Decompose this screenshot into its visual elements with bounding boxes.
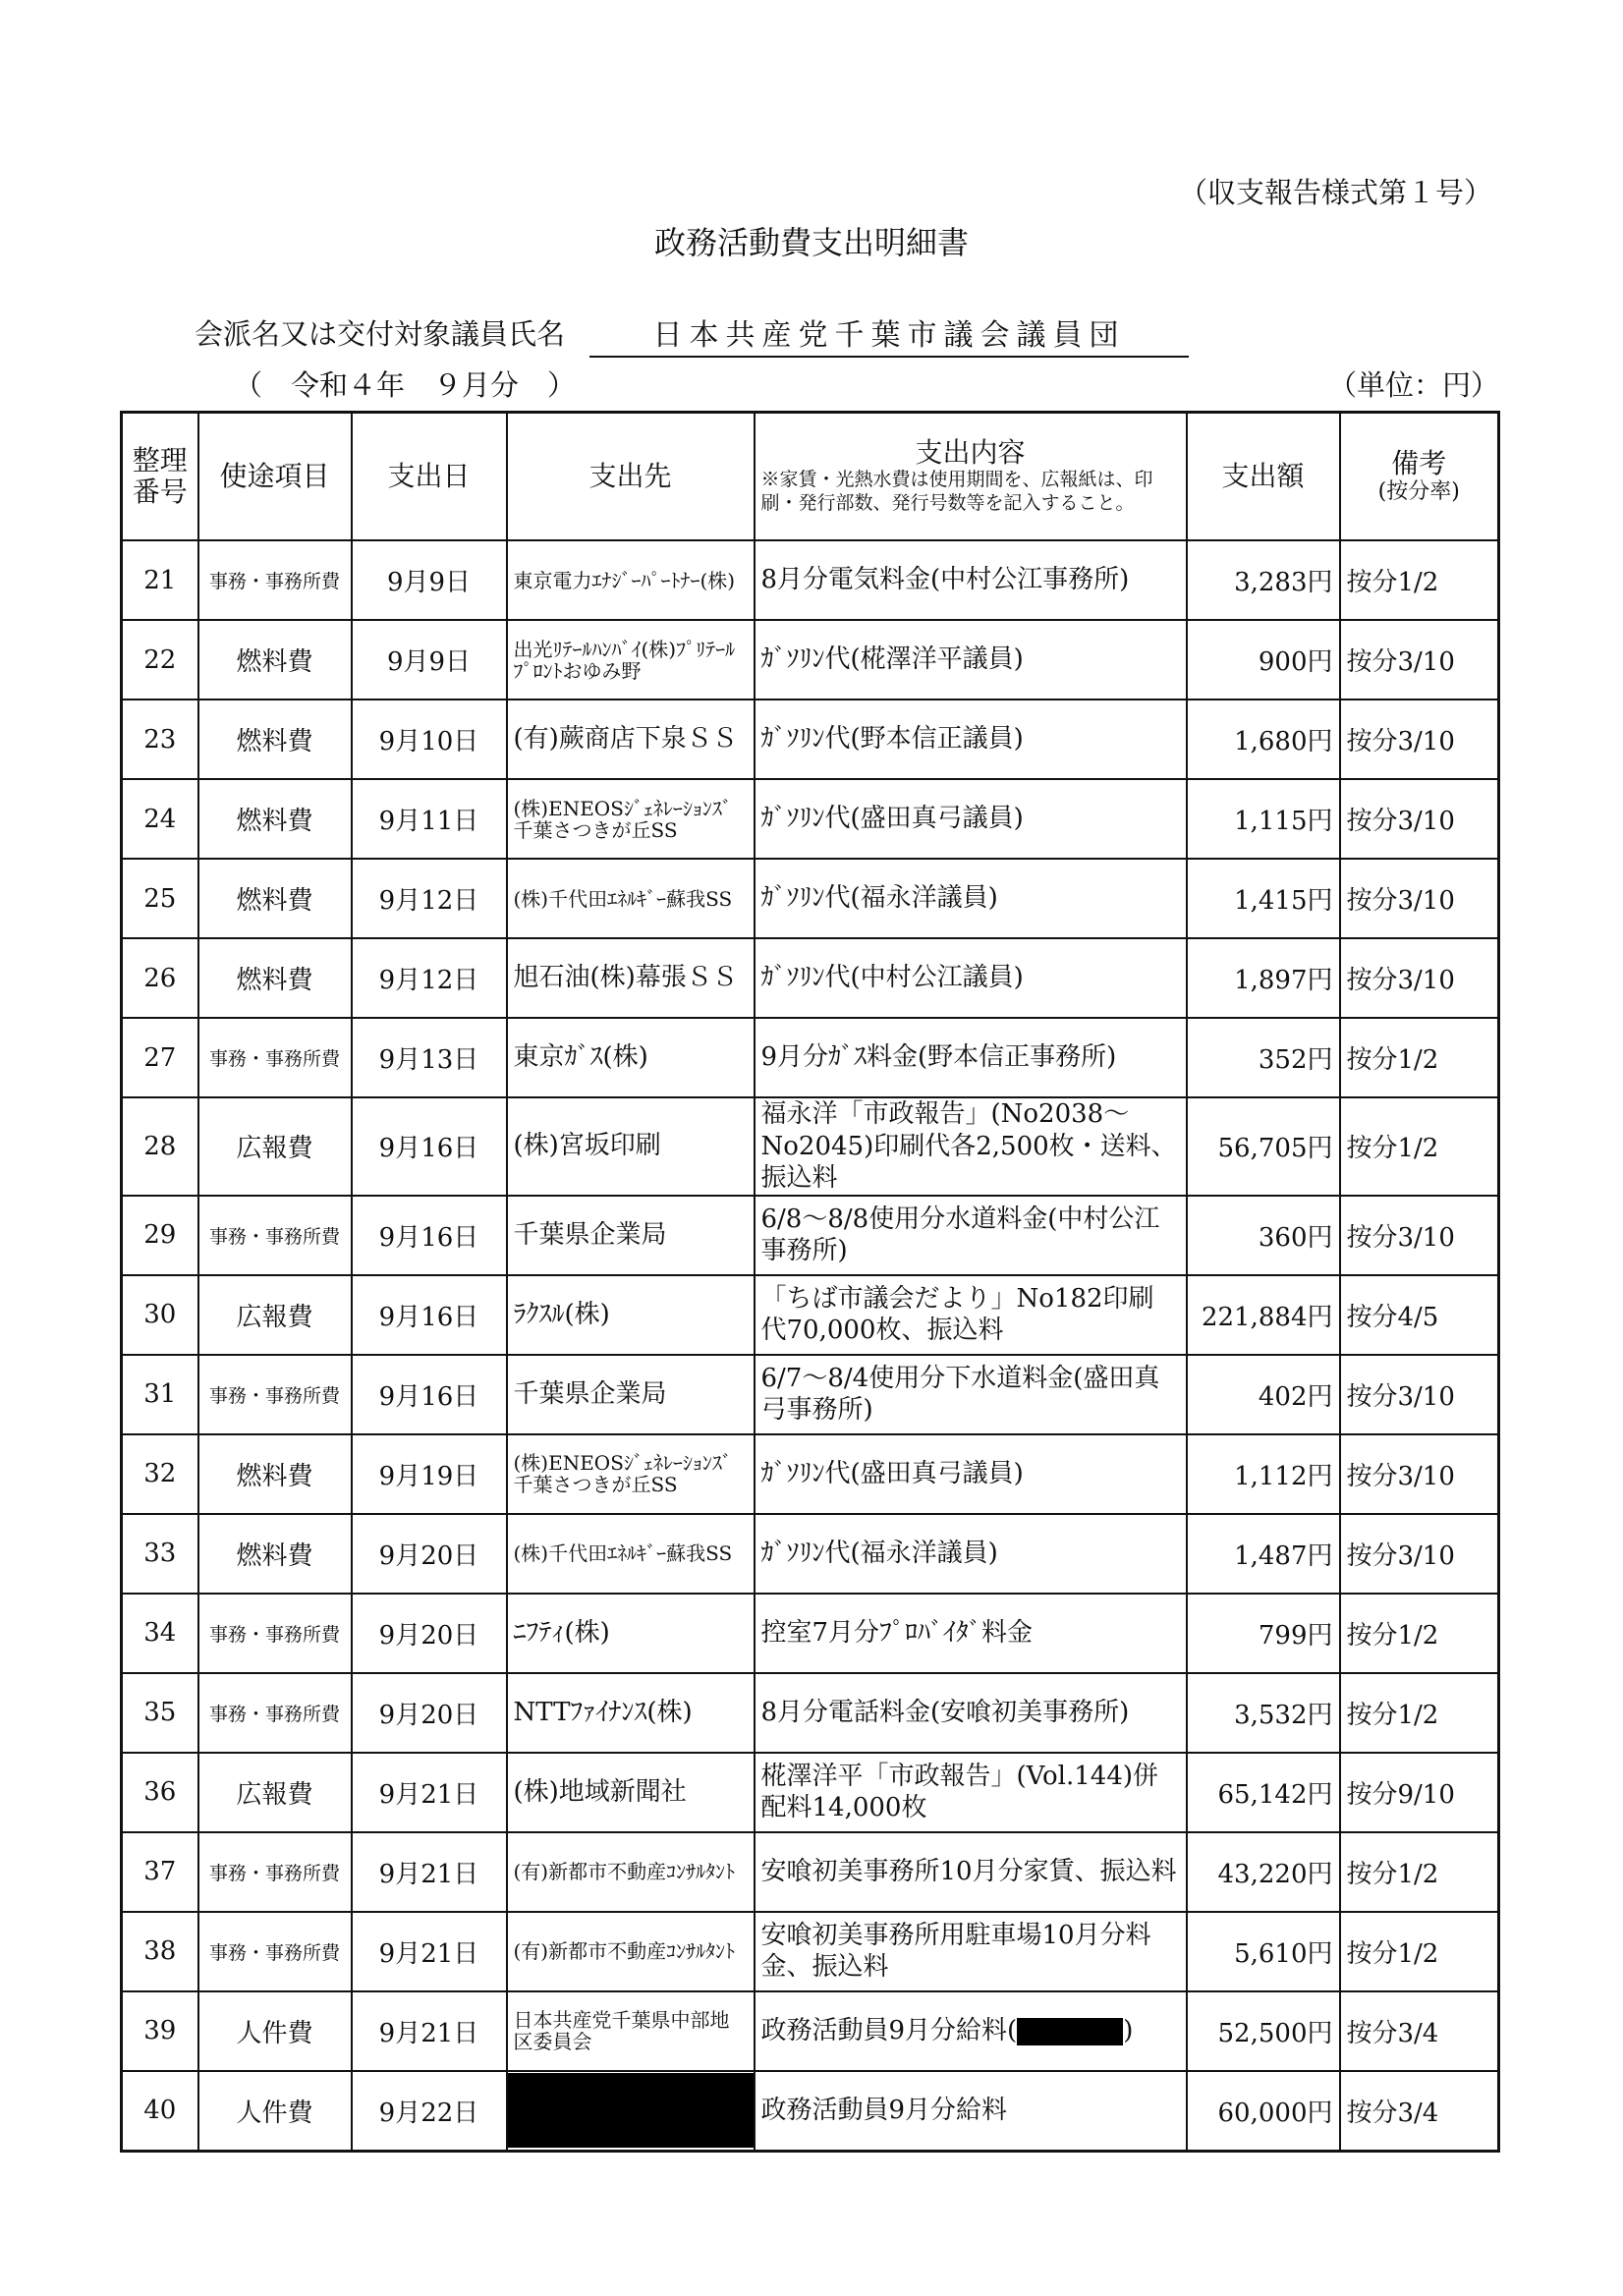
row-remarks: 按分3/10: [1340, 1434, 1499, 1514]
redaction-block: [508, 2073, 754, 2148]
row-remarks: 按分9/10: [1340, 1753, 1499, 1832]
row-number: 34: [122, 1594, 198, 1673]
row-date: 9月16日: [352, 1275, 507, 1355]
reporting-period: （ 令和４年 ９月分 ）: [234, 368, 577, 402]
table-row: [122, 620, 1499, 700]
row-content: ｶﾞｿﾘﾝ代(盛田真弓議員): [755, 1434, 1187, 1514]
row-content: [755, 1991, 1187, 2071]
row-amount: 52,500円: [1187, 1991, 1340, 2071]
row-payee: 日本共産党千葉県中部地区委員会: [507, 1991, 755, 2071]
row-content: ｶﾞｿﾘﾝ代(中村公江議員): [755, 938, 1187, 1018]
header-content-note: ※家賃・光熱水費は使用期間を、広報紙は、印刷・発行部数、発行号数等を記入すること。: [760, 469, 1153, 515]
row-amount: 360円: [1187, 1196, 1340, 1275]
row-category: 事務・事務所費: [198, 1912, 352, 1991]
row-content-text: 政務活動員9月分給料(: [760, 2015, 1018, 2045]
faction-name: 日本共産党千葉市議会議員団: [589, 310, 1189, 358]
form-number-label: （収支報告様式第１号）: [1179, 176, 1493, 209]
row-date: 9月20日: [352, 1673, 507, 1753]
redaction-block: [1017, 2018, 1123, 2045]
row-remarks: 按分3/10: [1340, 859, 1499, 938]
row-amount: 56,705円: [1187, 1097, 1340, 1196]
row-content: 政務活動員9月分給料: [755, 2071, 1187, 2152]
row-payee: (株)千代田ｴﾈﾙｷﾞｰ蘇我SS: [507, 859, 755, 938]
header-category: 使途項目: [198, 413, 352, 541]
row-category: 事務・事務所費: [198, 1673, 352, 1753]
row-remarks: 按分3/4: [1340, 2071, 1499, 2152]
row-date: 9月16日: [352, 1097, 507, 1196]
row-remarks: 按分3/10: [1340, 1196, 1499, 1275]
row-amount: 900円: [1187, 620, 1340, 700]
table-row: [122, 540, 1499, 620]
table-row: [122, 1275, 1499, 1355]
table-row: [122, 1753, 1499, 1832]
row-category: 事務・事務所費: [198, 1018, 352, 1097]
table-row: [122, 938, 1499, 1018]
row-payee: (有)蕨商店下泉ＳＳ: [507, 700, 755, 779]
row-date: 9月9日: [352, 620, 507, 700]
row-date: 9月21日: [352, 1912, 507, 1991]
row-content: ｶﾞｿﾘﾝ代(福永洋議員): [755, 1514, 1187, 1594]
row-amount: 60,000円: [1187, 2071, 1340, 2152]
table-row: [122, 1991, 1499, 2071]
row-amount: 1,112円: [1187, 1434, 1340, 1514]
row-number: 37: [122, 1832, 198, 1912]
row-date: 9月20日: [352, 1594, 507, 1673]
row-payee: 東京電力ｴﾅｼﾞｰﾊﾟｰﾄﾅｰ(株): [507, 540, 755, 620]
document-title: 政務活動費支出明細書: [653, 224, 969, 261]
table-row: [122, 1673, 1499, 1753]
row-content: 安喰初美事務所10月分家賃、振込料: [755, 1832, 1187, 1912]
currency-unit: （単位：円）: [1328, 368, 1500, 402]
row-amount: 799円: [1187, 1594, 1340, 1673]
row-payee: (株)ENEOSｼﾞｪﾈﾚｰｼｮﾝｽﾞ千葉さつきが丘SS: [507, 1434, 755, 1514]
header-amount: 支出額: [1187, 413, 1340, 541]
row-date: 9月21日: [352, 1753, 507, 1832]
row-category: 燃料費: [198, 700, 352, 779]
row-payee: 出光ﾘﾃｰﾙﾊﾝﾊﾞｲ(株)ﾌﾟﾘﾃｰﾙﾌﾟﾛﾝﾄおゆみ野: [507, 620, 755, 700]
row-date: 9月21日: [352, 1832, 507, 1912]
row-number: 22: [122, 620, 198, 700]
header-remarks-title: 備考: [1391, 447, 1447, 480]
row-date: 9月13日: [352, 1018, 507, 1097]
row-content: ｶﾞｿﾘﾝ代(福永洋議員): [755, 859, 1187, 938]
row-number: 32: [122, 1434, 198, 1514]
row-number: 31: [122, 1355, 198, 1434]
row-payee: [507, 2071, 755, 2152]
header-date: 支出日: [352, 413, 507, 541]
row-payee: (株)千代田ｴﾈﾙｷﾞｰ蘇我SS: [507, 1514, 755, 1594]
row-payee: ﾗｸｽﾙ(株): [507, 1275, 755, 1355]
row-number: 21: [122, 540, 198, 620]
row-payee: 千葉県企業局: [507, 1355, 755, 1434]
row-date: 9月9日: [352, 540, 507, 620]
table-row: [122, 1594, 1499, 1673]
table-row: [122, 1097, 1499, 1196]
row-remarks: 按分1/2: [1340, 1097, 1499, 1196]
row-category: 燃料費: [198, 779, 352, 859]
row-content-tail: ): [1123, 2015, 1134, 2045]
table-row: [122, 700, 1499, 779]
row-category: 広報費: [198, 1275, 352, 1355]
row-remarks: 按分3/4: [1340, 1991, 1499, 2071]
row-content: 9月分ｶﾞｽ料金(野本信正事務所): [755, 1018, 1187, 1097]
row-number: 40: [122, 2071, 198, 2152]
row-category: 広報費: [198, 1097, 352, 1196]
row-content: 椛澤洋平「市政報告」(Vol.144)併配料14,000枚: [755, 1753, 1187, 1832]
row-category: 燃料費: [198, 859, 352, 938]
row-content: 6/7～8/4使用分下水道料金(盛田真弓事務所): [755, 1355, 1187, 1434]
row-date: 9月16日: [352, 1196, 507, 1275]
row-category: 事務・事務所費: [198, 1196, 352, 1275]
row-date: 9月16日: [352, 1355, 507, 1434]
row-content: 8月分電話料金(安喰初美事務所): [755, 1673, 1187, 1753]
row-content: 控室7月分ﾌﾟﾛﾊﾞｲﾀﾞ料金: [755, 1594, 1187, 1673]
row-amount: 65,142円: [1187, 1753, 1340, 1832]
row-amount: 43,220円: [1187, 1832, 1340, 1912]
row-content: 安喰初美事務所用駐車場10月分料金、振込料: [755, 1912, 1187, 1991]
row-remarks: 按分4/5: [1340, 1275, 1499, 1355]
row-payee: 旭石油(株)幕張ＳＳ: [507, 938, 755, 1018]
row-category: 燃料費: [198, 620, 352, 700]
row-date: 9月21日: [352, 1991, 507, 2071]
row-number: 29: [122, 1196, 198, 1275]
row-date: 9月19日: [352, 1434, 507, 1514]
row-number: 35: [122, 1673, 198, 1753]
row-payee: (有)新都市不動産ｺﾝｻﾙﾀﾝﾄ: [507, 1832, 755, 1912]
header-content-title: 支出内容: [915, 436, 1026, 470]
row-date: 9月12日: [352, 859, 507, 938]
header-remarks: [1340, 413, 1499, 541]
row-number: 36: [122, 1753, 198, 1832]
row-number: 28: [122, 1097, 198, 1196]
row-number: 25: [122, 859, 198, 938]
table-row: [122, 1912, 1499, 1991]
row-number: 39: [122, 1991, 198, 2071]
row-content: 8月分電気料金(中村公江事務所): [755, 540, 1187, 620]
table-row: [122, 2071, 1499, 2152]
table-row: [122, 859, 1499, 938]
row-category: 広報費: [198, 1753, 352, 1832]
row-amount: 402円: [1187, 1355, 1340, 1434]
row-remarks: 按分1/2: [1340, 1594, 1499, 1673]
row-remarks: 按分3/10: [1340, 1514, 1499, 1594]
row-date: 9月12日: [352, 938, 507, 1018]
row-amount: 3,532円: [1187, 1673, 1340, 1753]
row-number: 33: [122, 1514, 198, 1594]
row-number: 23: [122, 700, 198, 779]
row-amount: 1,680円: [1187, 700, 1340, 779]
row-category: 事務・事務所費: [198, 540, 352, 620]
row-number: 38: [122, 1912, 198, 1991]
row-content: ｶﾞｿﾘﾝ代(野本信正議員): [755, 700, 1187, 779]
table-row: [122, 1018, 1499, 1097]
row-remarks: 按分3/10: [1340, 779, 1499, 859]
row-content: ｶﾞｿﾘﾝ代(椛澤洋平議員): [755, 620, 1187, 700]
row-remarks: 按分3/10: [1340, 620, 1499, 700]
row-category: 燃料費: [198, 938, 352, 1018]
row-number: 24: [122, 779, 198, 859]
table-row: [122, 779, 1499, 859]
row-remarks: 按分3/10: [1340, 1355, 1499, 1434]
row-category: 燃料費: [198, 1434, 352, 1514]
row-amount: 5,610円: [1187, 1912, 1340, 1991]
row-category: 燃料費: [198, 1514, 352, 1594]
row-remarks: 按分1/2: [1340, 1912, 1499, 1991]
table-row: [122, 1434, 1499, 1514]
row-amount: 1,487円: [1187, 1514, 1340, 1594]
row-amount: 1,897円: [1187, 938, 1340, 1018]
row-payee: ﾆﾌﾃｨ(株): [507, 1594, 755, 1673]
row-payee: (株)ENEOSｼﾞｪﾈﾚｰｼｮﾝｽﾞ千葉さつきが丘SS: [507, 779, 755, 859]
row-content: 福永洋「市政報告」(No2038～No2045)印刷代各2,500枚・送料、振込料: [755, 1097, 1187, 1196]
header-content: [755, 413, 1187, 541]
header-number: 整理番号: [122, 413, 198, 541]
row-payee: 千葉県企業局: [507, 1196, 755, 1275]
row-category: 事務・事務所費: [198, 1832, 352, 1912]
row-payee: (有)新都市不動産ｺﾝｻﾙﾀﾝﾄ: [507, 1912, 755, 1991]
row-remarks: 按分1/2: [1340, 1832, 1499, 1912]
row-remarks: 按分1/2: [1340, 540, 1499, 620]
row-amount: 221,884円: [1187, 1275, 1340, 1355]
table-header-row: [122, 413, 1499, 541]
row-amount: 352円: [1187, 1018, 1340, 1097]
row-content: ｶﾞｿﾘﾝ代(盛田真弓議員): [755, 779, 1187, 859]
row-remarks: 按分3/10: [1340, 938, 1499, 1018]
row-date: 9月11日: [352, 779, 507, 859]
row-amount: 1,415円: [1187, 859, 1340, 938]
header-payee: 支出先: [507, 413, 755, 541]
row-category: 事務・事務所費: [198, 1594, 352, 1673]
faction-field-label: 会派名又は交付対象議員氏名: [195, 317, 566, 351]
row-date: 9月10日: [352, 700, 507, 779]
row-payee: 東京ｶﾞｽ(株): [507, 1018, 755, 1097]
table-row: [122, 1832, 1499, 1912]
row-number: 27: [122, 1018, 198, 1097]
row-content: 「ちば市議会だより」No182印刷代70,000枚、振込料: [755, 1275, 1187, 1355]
row-remarks: 按分1/2: [1340, 1018, 1499, 1097]
expenditure-table: [120, 411, 1500, 2153]
table-row: [122, 1355, 1499, 1434]
table-row: [122, 1196, 1499, 1275]
row-amount: 1,115円: [1187, 779, 1340, 859]
row-payee: NTTﾌｧｲﾅﾝｽ(株): [507, 1673, 755, 1753]
row-payee: (株)地域新聞社: [507, 1753, 755, 1832]
row-date: 9月22日: [352, 2071, 507, 2152]
row-number: 30: [122, 1275, 198, 1355]
row-remarks: 按分1/2: [1340, 1673, 1499, 1753]
row-remarks: 按分3/10: [1340, 700, 1499, 779]
table-row: [122, 1514, 1499, 1594]
row-date: 9月20日: [352, 1514, 507, 1594]
row-category: 人件費: [198, 2071, 352, 2152]
row-amount: 3,283円: [1187, 540, 1340, 620]
row-content: 6/8～8/8使用分水道料金(中村公江事務所): [755, 1196, 1187, 1275]
row-payee: (株)宮坂印刷: [507, 1097, 755, 1196]
row-category: 人件費: [198, 1991, 352, 2071]
row-number: 26: [122, 938, 198, 1018]
row-category: 事務・事務所費: [198, 1355, 352, 1434]
header-remarks-sub: (按分率): [1377, 479, 1460, 505]
